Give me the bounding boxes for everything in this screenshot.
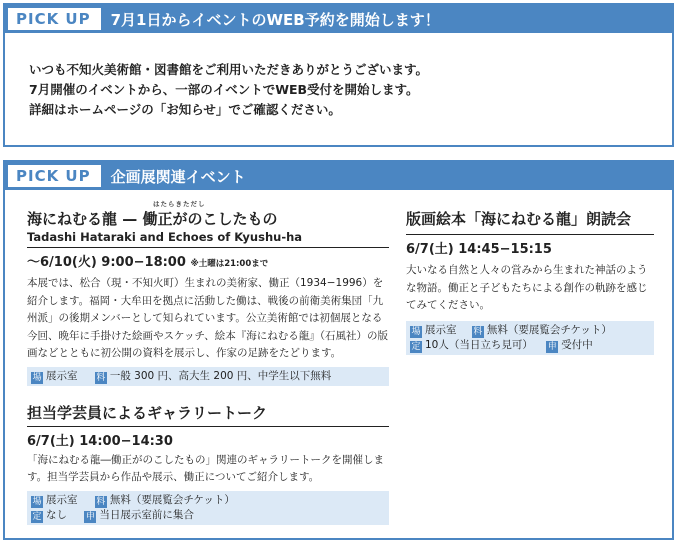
exhibition-place: 展示室	[46, 369, 78, 382]
fee-tag-icon: 料	[96, 372, 106, 383]
reading-description: 大いなる自然と人々の営みから生まれた神話のような物語。働正と子どもたちによる創作の軌跡を感じてみてください。	[406, 264, 648, 311]
left-column	[27, 200, 389, 525]
gallery-talk-capacity: なし	[46, 508, 67, 521]
events-header	[5, 162, 672, 190]
web-reservation-notice-panel	[3, 3, 674, 147]
application-tag-icon: 申	[547, 341, 557, 352]
gallery-talk-title: 担当学芸員によるギャラリートーク	[27, 403, 268, 422]
exhibition-english-title: Tadashi Hataraki and Echoes of Kyushu-ha	[27, 230, 303, 244]
pickup-badge: PICK UP	[8, 8, 101, 30]
reading-place: 展示室	[425, 323, 457, 336]
notice-header	[5, 5, 672, 33]
notice-line: 詳細はホームページの「お知らせ」でご確認ください。	[29, 102, 341, 117]
gallery-talk-date: 6/7(土) 14:00−14:30	[27, 433, 173, 449]
exhibition-title-main: 海にねむる龍	[27, 210, 118, 228]
right-column	[406, 208, 654, 355]
exhibition-date-note: ※土曜は21:00まで	[190, 259, 269, 269]
gallery-talk-fee: 無料（要展覧会チケット）	[109, 493, 235, 506]
exhibition-fee: 一般 300 円、高大生 200 円、中学生以下無料	[109, 369, 332, 382]
reading-info-box	[406, 321, 654, 355]
reading-fee: 無料（要展覧会チケット）	[486, 323, 612, 336]
capacity-tag-icon: 定	[32, 511, 42, 522]
fee-tag-icon: 料	[96, 496, 106, 507]
exhibition-date-range: ～6/10(火) 9:00−18:00	[27, 255, 186, 270]
gallery-talk-info-box	[27, 491, 389, 525]
title-ruby: はたらきただし	[153, 200, 206, 208]
info-row	[410, 338, 650, 353]
gallery-talk-description: 「海にねむる龍―働正がのこしたもの」関連のギャラリートークを開催します。担当学芸員から作品や展示、働正についてご紹介します。	[27, 453, 384, 483]
reading-capacity: 10人（当日立ち見可）	[425, 338, 533, 351]
capacity-tag-icon: 定	[411, 341, 421, 352]
exhibition-description: 本展では、松合（現・不知火町）生まれの美術家、働正（1934−1996）を紹介します。福岡・大牟田を拠点に活動した働は、戦後の前衛美術集団「九州派」の後期メンバーとして知られています。公立美術館では初個展となる今回、晩年に手掛けた絵画やスケッチ、絵本『海にねむる龍』（石風社）の版画などとともに初公開の資料を展示し、作家の足跡をたどります。	[27, 277, 388, 359]
notice-line: 7月開催のイベントから、一部のイベントでWEB受付を開始します。	[29, 82, 419, 97]
exhibition-info-box	[27, 367, 389, 386]
info-row	[410, 323, 650, 338]
gallery-talk-application: 当日展示室前に集合	[99, 508, 194, 521]
exhibition-title-sub: 働正がのこしたもの	[142, 210, 278, 228]
notice-title: 7月1日からイベントのWEB予約を開始します！	[110, 10, 440, 29]
pickup-badge: PICK UP	[8, 165, 101, 187]
divider	[27, 247, 389, 248]
events-title: 企画展関連イベント	[110, 167, 246, 186]
divider	[406, 234, 654, 235]
notice-text	[29, 60, 428, 120]
info-row	[31, 508, 385, 523]
gallery-talk-place: 展示室	[46, 493, 78, 506]
place-tag-icon: 場	[32, 372, 42, 383]
reading-date: 6/7(土) 14:45−15:15	[406, 242, 552, 257]
place-tag-icon: 場	[32, 496, 42, 507]
exhibition-title	[27, 200, 389, 229]
exhibition-title-dash: —	[122, 210, 138, 228]
fee-tag-icon: 料	[473, 326, 483, 337]
notice-line: いつも不知火美術館・図書館をご利用いただきありがとうございます。	[29, 62, 429, 77]
divider	[27, 426, 389, 427]
place-tag-icon: 場	[411, 326, 421, 337]
info-row	[31, 493, 385, 508]
exhibition-events-panel	[3, 160, 674, 540]
reading-application: 受付中	[561, 338, 593, 351]
reading-title: 版画絵本「海にねむる龍」朗読会	[406, 210, 632, 228]
application-tag-icon: 申	[85, 511, 95, 522]
exhibition-date	[27, 251, 389, 270]
